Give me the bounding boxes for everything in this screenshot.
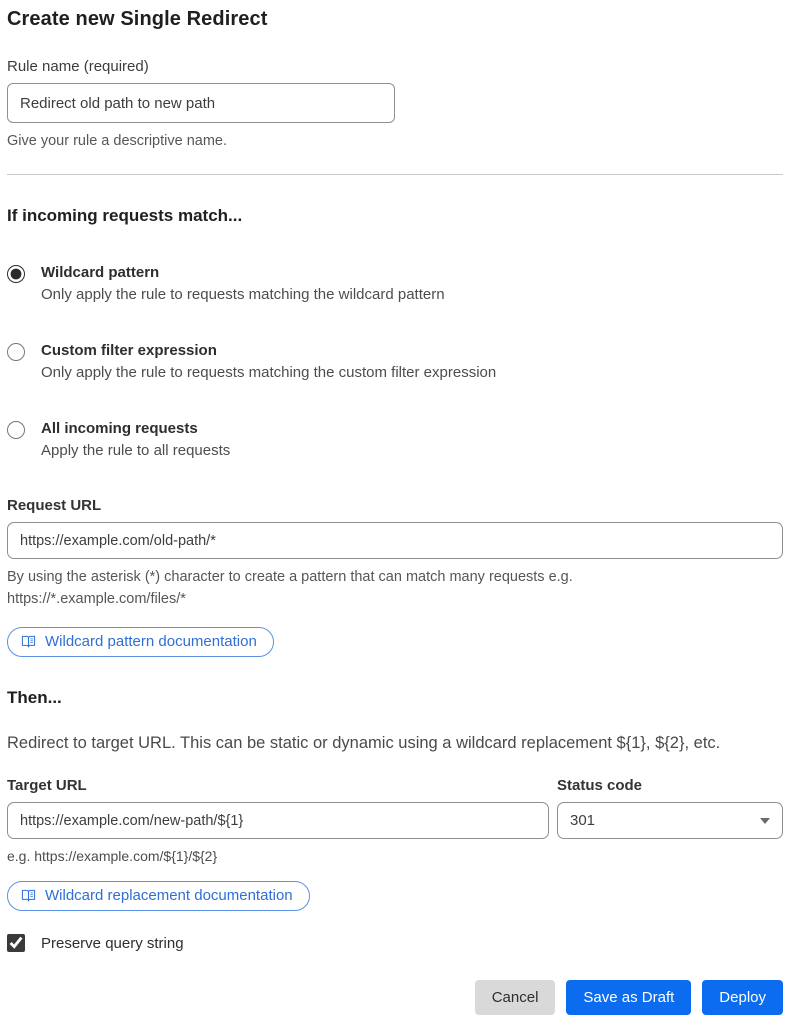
rule-name-label: Rule name (required) <box>7 58 149 75</box>
custom-filter-radio[interactable] <box>7 343 25 361</box>
request-url-help-line2: https://*.example.com/files/* <box>7 591 186 607</box>
match-section-heading: If incoming requests match... <box>7 206 243 225</box>
radio-label: Custom filter expression <box>41 342 217 359</box>
request-url-help-line1: By using the asterisk (*) character to create a pattern that can match many requests e.g. <box>7 569 573 585</box>
preserve-query-string-checkbox[interactable] <box>7 934 25 952</box>
then-description: Redirect to target URL. This can be static or dynamic using a wildcard replacement ${1}, ${2}, etc. <box>7 734 721 752</box>
status-code-label: Status code <box>557 777 643 794</box>
radio-option-text <box>41 341 496 385</box>
radio-label: Wildcard pattern <box>41 264 160 281</box>
preserve-query-string-label: Preserve query string <box>41 934 184 952</box>
request-url-help <box>7 566 783 610</box>
radio-option-all-requests[interactable] <box>7 419 783 463</box>
deploy-button[interactable]: Deploy <box>702 980 783 1015</box>
target-url-label: Target URL <box>7 777 87 794</box>
page-title: Create new Single Redirect <box>7 8 268 30</box>
radio-description: Only apply the rule to requests matching the wildcard pattern <box>41 286 445 303</box>
target-url-help: e.g. https://example.com/${1}/${2} <box>7 848 218 864</box>
rule-name-input[interactable] <box>7 83 395 123</box>
target-url-col <box>7 777 549 864</box>
book-icon <box>21 634 36 649</box>
request-url-input[interactable] <box>7 522 783 559</box>
radio-option-custom-filter[interactable] <box>7 341 783 385</box>
all-incoming-requests-radio[interactable] <box>7 421 25 439</box>
wildcard-pattern-doc-button[interactable] <box>7 627 274 657</box>
request-url-label: Request URL <box>7 497 102 514</box>
doc-button-label: Wildcard pattern documentation <box>45 633 257 650</box>
preserve-query-string-row[interactable] <box>7 934 783 952</box>
target-row <box>7 777 783 864</box>
match-type-radio-group <box>7 263 783 463</box>
status-code-col <box>557 777 783 864</box>
rule-name-help: Give your rule a descriptive name. <box>7 133 228 149</box>
radio-option-text <box>41 263 445 307</box>
radio-option-wildcard-pattern[interactable] <box>7 263 783 307</box>
status-code-select[interactable] <box>557 802 783 839</box>
save-as-draft-button[interactable]: Save as Draft <box>566 980 691 1015</box>
then-section-heading: Then... <box>7 688 62 707</box>
radio-label: All incoming requests <box>41 420 198 437</box>
status-code-select-wrap <box>557 802 783 839</box>
doc-button-label: Wildcard replacement documentation <box>45 887 293 904</box>
book-icon <box>21 888 36 903</box>
radio-description: Apply the rule to all requests <box>41 442 231 459</box>
wildcard-replacement-doc-button[interactable] <box>7 881 310 911</box>
target-url-input[interactable] <box>7 802 549 839</box>
wildcard-pattern-radio[interactable] <box>7 265 25 283</box>
request-url-section <box>7 497 783 657</box>
cancel-button[interactable]: Cancel <box>475 980 556 1015</box>
radio-description: Only apply the rule to requests matching the custom filter expression <box>41 364 497 381</box>
radio-option-text <box>41 419 230 463</box>
section-divider <box>7 174 783 175</box>
footer-actions <box>7 980 783 1015</box>
